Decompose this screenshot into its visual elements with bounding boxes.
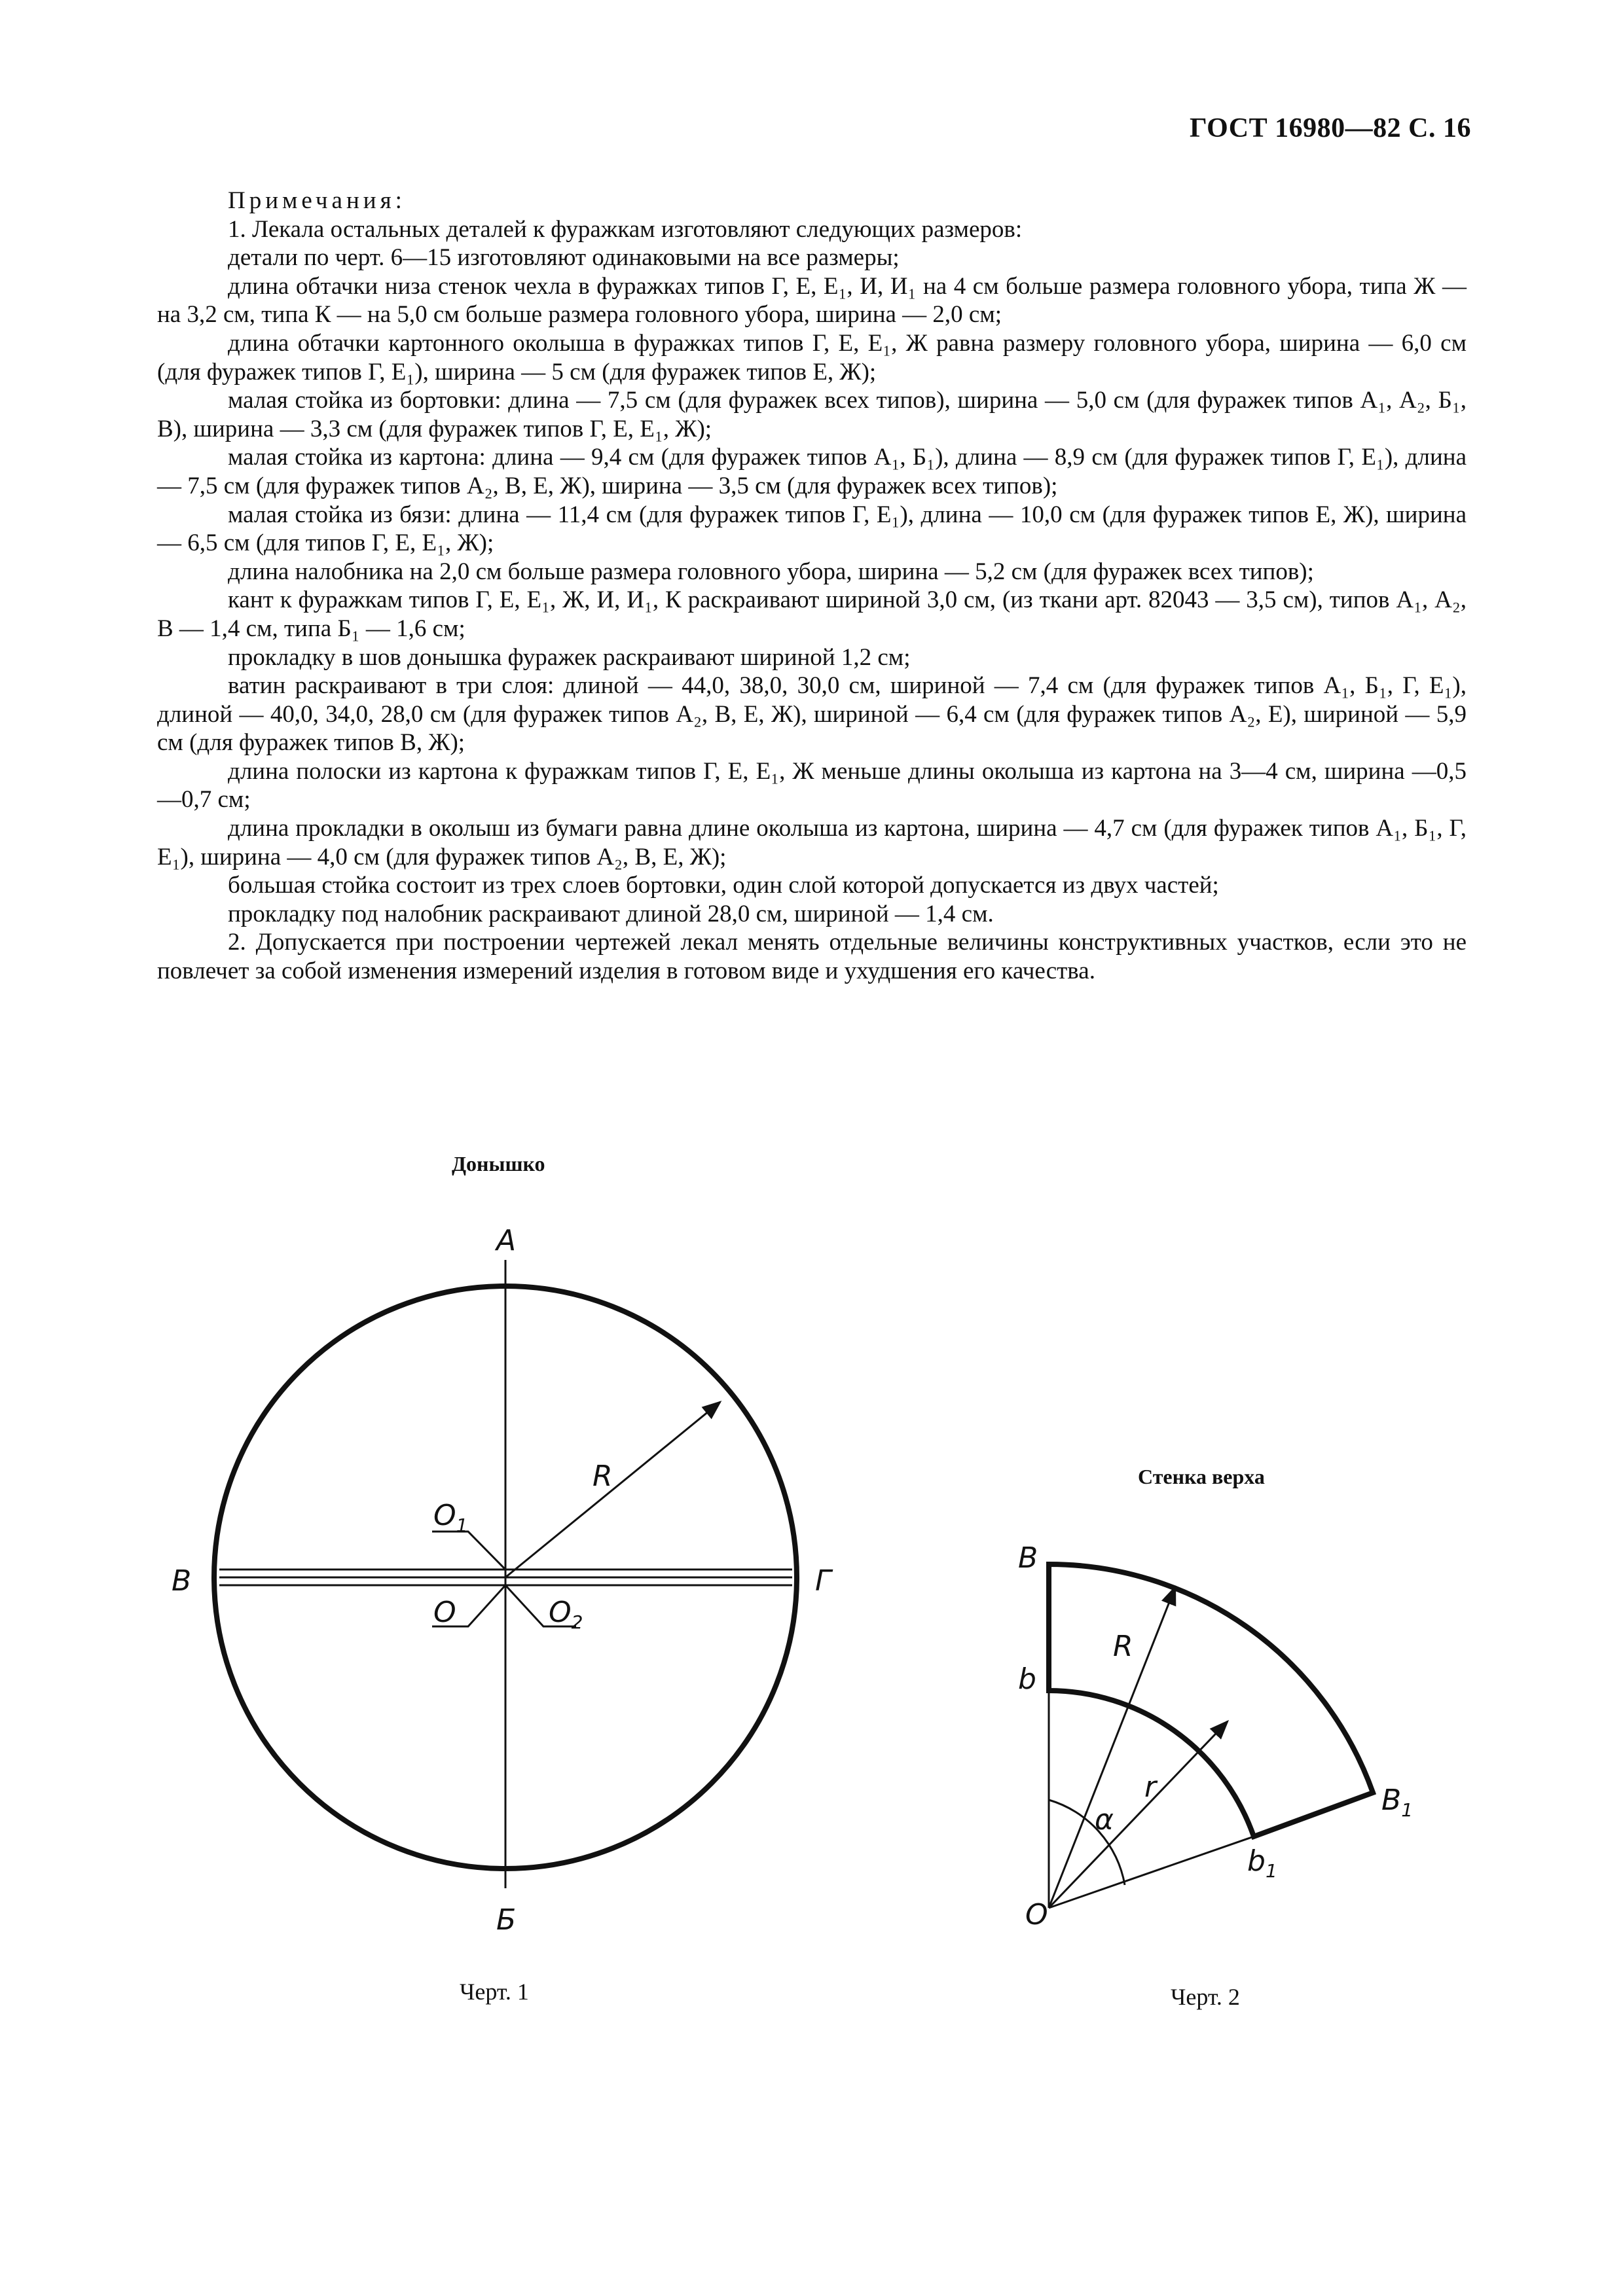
label-o2-main: О <box>549 1596 572 1629</box>
label-v-left: В <box>172 1564 192 1598</box>
label-B1 <box>1381 1784 1413 1821</box>
note-paragraph: 2. Допускается при построении чертежей лекал менять отдельные величины конструктивных участков, если это не повлечет за собой изменения измерений изделия в готовом виде и ухудшения его качества. <box>157 929 1467 985</box>
note-paragraph: длина обтачки картонного околыша в фуражках типов Г, Е, Е₁, Ж равна размеру головного убора, ширина — 6,0 см (для фуражек типов Г, Е₁), ширина — 5 см (для фуражек типов Е, Ж); <box>157 329 1467 386</box>
note-paragraph: длина прокладки в околыш из бумаги равна длине околыша из картона, ширина — 4,7 см (для фуражек типов А₁, Б₁, Г, Е₁), ширина — 4,0 см (для фуражек типов А₂, В, Е, Ж); <box>157 815 1467 870</box>
note-paragraph: длина полоски из картона к фуражкам типов Г, Е, Е₁, Ж меньше длины околыша из картона на 3—4 см, ширина —0,5—0,7 см; <box>157 757 1467 814</box>
label-B: В <box>1018 1541 1038 1575</box>
note-paragraph: большая стойка состоит из трех слоев бортовки, один слой которой допускается из двух частей; <box>228 872 1219 899</box>
page-header: ГОСТ 16980—82 С. 16 <box>1189 113 1471 143</box>
note-paragraph: малая стойка из бортовки: длина — 7,5 см (для фуражек всех типов), ширина — 5,0 см (для фуражек типов А₁, А₂, Б₁, В), ширина — 3,3 см (для фуражек типов Г, Е, Е₁, Ж); <box>157 387 1467 442</box>
construction-line-b1 <box>1049 1837 1254 1908</box>
figure1-drawing <box>214 1260 797 1888</box>
note-paragraph: длина обтачки низа стенок чехла в фуражках типов Г, Е, Е₁, И, И₁ на 4 см больше размера головного убора, типа Ж — на 3,2 см, типа К — на 5,0 см больше размера головного убора, ширина — 2,0 см; <box>157 272 1467 329</box>
label-B1-sub: 1 <box>1401 1799 1413 1821</box>
label-B1-main: В <box>1381 1784 1402 1817</box>
note-paragraph: кант к фуражкам типов Г, Е, Е₁, Ж, И, И₁, К раскраивают шириной 3,0 см, (из ткани арт. 82043 — 3,5 см), типов А₁, А₂, В — 1,4 см, типа Б₁ — 1,6 см; <box>157 586 1467 642</box>
o1-leader <box>432 1532 505 1570</box>
note-paragraph: 1. Лекала остальных деталей к фуражкам изготовляют следующих размеров: <box>228 215 1023 243</box>
figure1-title: Донышко <box>452 1152 545 1175</box>
label-a: А <box>496 1224 517 1257</box>
label-b: b <box>1018 1662 1036 1696</box>
radius-R-outer <box>1049 1587 1175 1908</box>
note-paragraph: длина налобника на 2,0 см больше размера головного убора, ширина — 5,2 см (для фуражек всех типов); <box>228 558 1314 585</box>
label-o2-sub: 2 <box>571 1611 583 1633</box>
label-b1-main: b <box>1247 1844 1266 1878</box>
label-radius: R <box>593 1460 613 1493</box>
note-paragraph: детали по черт. 6—15 изготовляют одинаковыми на все размеры; <box>228 244 900 272</box>
note-paragraph: прокладку под налобник раскраивают длиной 28,0 см, шириной — 1,4 см. <box>228 900 994 927</box>
notes-title: Примечания: <box>228 187 406 214</box>
label-b-bottom: Б <box>496 1903 517 1937</box>
label-r: r <box>1144 1770 1157 1804</box>
label-O: О <box>1025 1898 1048 1931</box>
label-o2 <box>549 1596 583 1633</box>
label-alpha: α <box>1095 1803 1114 1837</box>
wall-outline <box>1049 1564 1373 1837</box>
note-paragraph: ватин раскраивают в три слоя: длиной — 44,0, 38,0, 30,0 см, шириной — 7,4 см (для фуражек типов А₁, Б₁, Г, Е₁), длиной — 40,0, 34,0, 28,0 см (для фуражек типов А₂, В, Е, Ж), шириной — 6,4 см (для фуражек типов А₂, Е), шириной — 5,9 см (для фуражек типов В, Ж); <box>157 672 1467 757</box>
label-R: R <box>1113 1630 1133 1663</box>
note-paragraph: малая стойка из бязи: длина — 11,4 см (для фуражек типов Г, Е₁), длина — 10,0 см (для фуражек типов Е, Ж), ширина — 6,5 см (для типов Г, Е, Е₁, Ж); <box>157 501 1467 557</box>
label-o1-sub: 1 <box>456 1515 468 1536</box>
label-g-right: Г <box>815 1564 831 1598</box>
figure2-drawing <box>1049 1564 1373 1908</box>
label-o1-main: О <box>433 1499 456 1532</box>
label-b1-sub: 1 <box>1265 1860 1277 1882</box>
note-paragraph: малая стойка из картона: длина — 9,4 см (для фуражек типов А₁, Б₁), длина — 8,9 см (для фуражек типов Г, Е₁), длина — 7,5 см (для фуражек типов А₂, В, Е, Ж), ширина — 3,5 см (для фуражек всех типов); <box>157 444 1467 499</box>
label-o: О <box>433 1596 456 1629</box>
radius-line <box>505 1402 720 1577</box>
figure2-title: Стенка верха <box>1138 1465 1265 1488</box>
figure2-caption: Черт. 2 <box>1171 1984 1240 2010</box>
note-paragraph: прокладку в шов донышка фуражек раскраивают шириной 1,2 см; <box>228 643 911 671</box>
label-b1 <box>1247 1844 1277 1882</box>
figure1-caption: Черт. 1 <box>460 1979 529 2005</box>
label-o1 <box>433 1499 467 1536</box>
